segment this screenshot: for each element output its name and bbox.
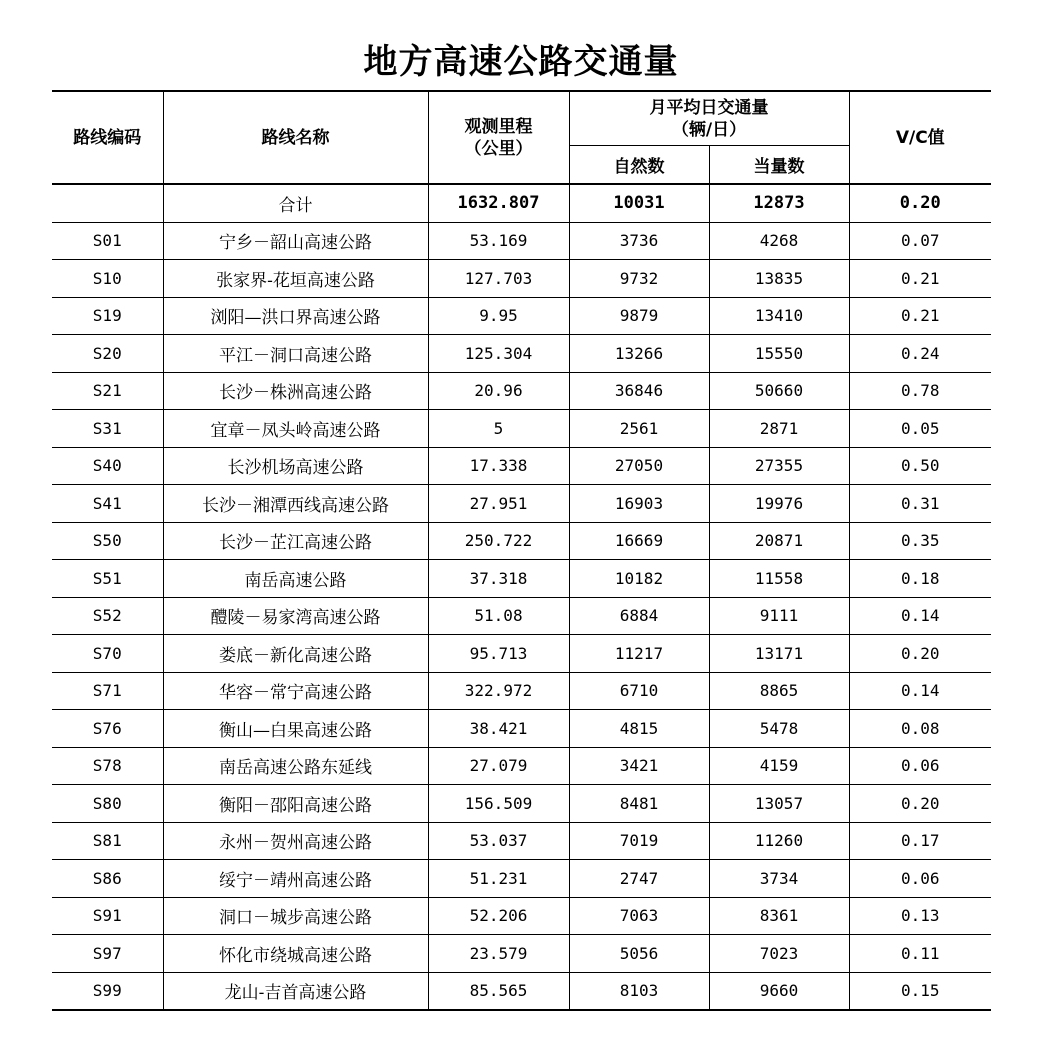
mileage-cell: 95.713 bbox=[428, 635, 569, 673]
equivalent-count-cell: 20871 bbox=[709, 522, 849, 560]
vc-ratio-cell: 0.20 bbox=[849, 635, 991, 673]
equivalent-count-cell: 8361 bbox=[709, 897, 849, 935]
header-traffic-line1: 月平均日交通量 bbox=[649, 97, 769, 118]
total-mileage: 1632.807 bbox=[428, 184, 569, 222]
route-name-cell: 浏阳—洪口界高速公路 bbox=[163, 297, 428, 335]
equivalent-count-cell: 4159 bbox=[709, 747, 849, 785]
mileage-cell: 38.421 bbox=[428, 710, 569, 748]
natural-count-cell: 8481 bbox=[569, 785, 709, 823]
table-row bbox=[52, 447, 991, 485]
header-mileage-line2: （公里） bbox=[464, 138, 533, 159]
equivalent-count-cell: 27355 bbox=[709, 447, 849, 485]
route-code-cell: S70 bbox=[52, 635, 163, 673]
route-name-cell: 平江－洞口高速公路 bbox=[163, 335, 428, 373]
natural-count-cell: 27050 bbox=[569, 447, 709, 485]
route-code-cell: S97 bbox=[52, 935, 163, 973]
route-code-cell: S76 bbox=[52, 710, 163, 748]
equivalent-count-cell: 13835 bbox=[709, 260, 849, 298]
table-row bbox=[52, 935, 991, 973]
route-name-cell: 龙山-吉首高速公路 bbox=[163, 972, 428, 1010]
page-title: 地方高速公路交通量 bbox=[363, 42, 679, 82]
natural-count-cell: 36846 bbox=[569, 372, 709, 410]
route-code-cell: S81 bbox=[52, 822, 163, 860]
mileage-cell: 85.565 bbox=[428, 972, 569, 1010]
table-row bbox=[52, 822, 991, 860]
mileage-cell: 51.231 bbox=[428, 860, 569, 898]
equivalent-count-cell: 8865 bbox=[709, 672, 849, 710]
table-row bbox=[52, 860, 991, 898]
table-row bbox=[52, 972, 991, 1010]
mileage-cell: 27.079 bbox=[428, 747, 569, 785]
equivalent-count-cell: 50660 bbox=[709, 372, 849, 410]
route-code-cell: S19 bbox=[52, 297, 163, 335]
vc-ratio-cell: 0.11 bbox=[849, 935, 991, 973]
route-name-cell: 长沙－湘潭西线高速公路 bbox=[163, 485, 428, 523]
mileage-cell: 125.304 bbox=[428, 335, 569, 373]
vc-ratio-cell: 0.15 bbox=[849, 972, 991, 1010]
route-name-cell: 长沙机场高速公路 bbox=[163, 447, 428, 485]
route-name-cell: 南岳高速公路 bbox=[163, 560, 428, 598]
table-row bbox=[52, 522, 991, 560]
equivalent-count-cell: 9660 bbox=[709, 972, 849, 1010]
vc-ratio-cell: 0.14 bbox=[849, 597, 991, 635]
route-name-cell: 宁乡－韶山高速公路 bbox=[163, 222, 428, 260]
route-name-cell: 娄底－新化高速公路 bbox=[163, 635, 428, 673]
route-code-cell: S10 bbox=[52, 260, 163, 298]
total-row bbox=[52, 184, 991, 222]
table-row bbox=[52, 785, 991, 823]
mileage-cell: 250.722 bbox=[428, 522, 569, 560]
table-row bbox=[52, 672, 991, 710]
equivalent-count-cell: 9111 bbox=[709, 597, 849, 635]
vc-ratio-cell: 0.78 bbox=[849, 372, 991, 410]
mileage-cell: 51.08 bbox=[428, 597, 569, 635]
table-row bbox=[52, 897, 991, 935]
equivalent-count-cell: 13057 bbox=[709, 785, 849, 823]
vc-ratio-cell: 0.06 bbox=[849, 747, 991, 785]
total-code bbox=[52, 184, 163, 222]
route-code-cell: S91 bbox=[52, 897, 163, 935]
header-mileage-line1: 观测里程 bbox=[464, 116, 533, 137]
route-name-cell: 绥宁－靖州高速公路 bbox=[163, 860, 428, 898]
mileage-cell: 27.951 bbox=[428, 485, 569, 523]
mileage-cell: 53.169 bbox=[428, 222, 569, 260]
natural-count-cell: 7063 bbox=[569, 897, 709, 935]
mileage-cell: 53.037 bbox=[428, 822, 569, 860]
natural-count-cell: 13266 bbox=[569, 335, 709, 373]
route-code-cell: S01 bbox=[52, 222, 163, 260]
mileage-cell: 23.579 bbox=[428, 935, 569, 973]
table-row bbox=[52, 710, 991, 748]
mileage-cell: 17.338 bbox=[428, 447, 569, 485]
natural-count-cell: 2747 bbox=[569, 860, 709, 898]
natural-count-cell: 4815 bbox=[569, 710, 709, 748]
route-code-cell: S86 bbox=[52, 860, 163, 898]
route-code-cell: S51 bbox=[52, 560, 163, 598]
header-traffic bbox=[569, 91, 849, 146]
route-code-cell: S52 bbox=[52, 597, 163, 635]
natural-count-cell: 6884 bbox=[569, 597, 709, 635]
equivalent-count-cell: 11558 bbox=[709, 560, 849, 598]
route-name-cell: 张家界-花垣高速公路 bbox=[163, 260, 428, 298]
header-vc: V/C值 bbox=[849, 91, 991, 184]
table-row bbox=[52, 372, 991, 410]
equivalent-count-cell: 13410 bbox=[709, 297, 849, 335]
natural-count-cell: 5056 bbox=[569, 935, 709, 973]
route-name-cell: 衡山—白果高速公路 bbox=[163, 710, 428, 748]
table-row bbox=[52, 297, 991, 335]
route-name-cell: 醴陵－易家湾高速公路 bbox=[163, 597, 428, 635]
equivalent-count-cell: 2871 bbox=[709, 410, 849, 448]
route-code-cell: S41 bbox=[52, 485, 163, 523]
header-code: 路线编码 bbox=[52, 91, 163, 184]
table-row bbox=[52, 335, 991, 373]
equivalent-count-cell: 15550 bbox=[709, 335, 849, 373]
vc-ratio-cell: 0.20 bbox=[849, 785, 991, 823]
vc-ratio-cell: 0.07 bbox=[849, 222, 991, 260]
table-row bbox=[52, 260, 991, 298]
header-mileage bbox=[428, 91, 569, 184]
total-vc: 0.20 bbox=[849, 184, 991, 222]
route-code-cell: S21 bbox=[52, 372, 163, 410]
header-natural: 自然数 bbox=[569, 146, 709, 185]
vc-ratio-cell: 0.05 bbox=[849, 410, 991, 448]
route-code-cell: S71 bbox=[52, 672, 163, 710]
route-name-cell: 永州－贺州高速公路 bbox=[163, 822, 428, 860]
mileage-cell: 322.972 bbox=[428, 672, 569, 710]
header-equivalent: 当量数 bbox=[709, 146, 849, 185]
route-code-cell: S31 bbox=[52, 410, 163, 448]
table-row bbox=[52, 485, 991, 523]
natural-count-cell: 16903 bbox=[569, 485, 709, 523]
route-code-cell: S40 bbox=[52, 447, 163, 485]
natural-count-cell: 3736 bbox=[569, 222, 709, 260]
vc-ratio-cell: 0.06 bbox=[849, 860, 991, 898]
traffic-table bbox=[52, 90, 991, 1011]
route-name-cell: 宜章－凤头岭高速公路 bbox=[163, 410, 428, 448]
route-code-cell: S80 bbox=[52, 785, 163, 823]
vc-ratio-cell: 0.08 bbox=[849, 710, 991, 748]
route-name-cell: 怀化市绕城高速公路 bbox=[163, 935, 428, 973]
vc-ratio-cell: 0.13 bbox=[849, 897, 991, 935]
vc-ratio-cell: 0.21 bbox=[849, 260, 991, 298]
route-name-cell: 长沙－芷江高速公路 bbox=[163, 522, 428, 560]
route-name-cell: 洞口－城步高速公路 bbox=[163, 897, 428, 935]
equivalent-count-cell: 19976 bbox=[709, 485, 849, 523]
natural-count-cell: 3421 bbox=[569, 747, 709, 785]
route-code-cell: S20 bbox=[52, 335, 163, 373]
equivalent-count-cell: 4268 bbox=[709, 222, 849, 260]
equivalent-count-cell: 13171 bbox=[709, 635, 849, 673]
table-row bbox=[52, 597, 991, 635]
natural-count-cell: 6710 bbox=[569, 672, 709, 710]
equivalent-count-cell: 3734 bbox=[709, 860, 849, 898]
total-label: 合计 bbox=[163, 184, 428, 222]
table-row bbox=[52, 410, 991, 448]
vc-ratio-cell: 0.18 bbox=[849, 560, 991, 598]
natural-count-cell: 9879 bbox=[569, 297, 709, 335]
route-code-cell: S78 bbox=[52, 747, 163, 785]
vc-ratio-cell: 0.24 bbox=[849, 335, 991, 373]
vc-ratio-cell: 0.17 bbox=[849, 822, 991, 860]
equivalent-count-cell: 11260 bbox=[709, 822, 849, 860]
total-natural: 10031 bbox=[569, 184, 709, 222]
mileage-cell: 52.206 bbox=[428, 897, 569, 935]
table-row bbox=[52, 560, 991, 598]
equivalent-count-cell: 7023 bbox=[709, 935, 849, 973]
mileage-cell: 5 bbox=[428, 410, 569, 448]
route-name-cell: 华容－常宁高速公路 bbox=[163, 672, 428, 710]
mileage-cell: 9.95 bbox=[428, 297, 569, 335]
vc-ratio-cell: 0.50 bbox=[849, 447, 991, 485]
natural-count-cell: 11217 bbox=[569, 635, 709, 673]
table-row bbox=[52, 222, 991, 260]
total-equivalent: 12873 bbox=[709, 184, 849, 222]
route-name-cell: 衡阳－邵阳高速公路 bbox=[163, 785, 428, 823]
natural-count-cell: 9732 bbox=[569, 260, 709, 298]
vc-ratio-cell: 0.31 bbox=[849, 485, 991, 523]
mileage-cell: 37.318 bbox=[428, 560, 569, 598]
route-name-cell: 南岳高速公路东延线 bbox=[163, 747, 428, 785]
natural-count-cell: 2561 bbox=[569, 410, 709, 448]
natural-count-cell: 7019 bbox=[569, 822, 709, 860]
header-name: 路线名称 bbox=[163, 91, 428, 184]
vc-ratio-cell: 0.21 bbox=[849, 297, 991, 335]
natural-count-cell: 16669 bbox=[569, 522, 709, 560]
table-row bbox=[52, 635, 991, 673]
mileage-cell: 20.96 bbox=[428, 372, 569, 410]
header-traffic-line2: （辆/日） bbox=[671, 119, 747, 140]
route-name-cell: 长沙－株洲高速公路 bbox=[163, 372, 428, 410]
equivalent-count-cell: 5478 bbox=[709, 710, 849, 748]
natural-count-cell: 8103 bbox=[569, 972, 709, 1010]
natural-count-cell: 10182 bbox=[569, 560, 709, 598]
mileage-cell: 127.703 bbox=[428, 260, 569, 298]
route-code-cell: S50 bbox=[52, 522, 163, 560]
vc-ratio-cell: 0.35 bbox=[849, 522, 991, 560]
table-row bbox=[52, 747, 991, 785]
route-code-cell: S99 bbox=[52, 972, 163, 1010]
vc-ratio-cell: 0.14 bbox=[849, 672, 991, 710]
mileage-cell: 156.509 bbox=[428, 785, 569, 823]
